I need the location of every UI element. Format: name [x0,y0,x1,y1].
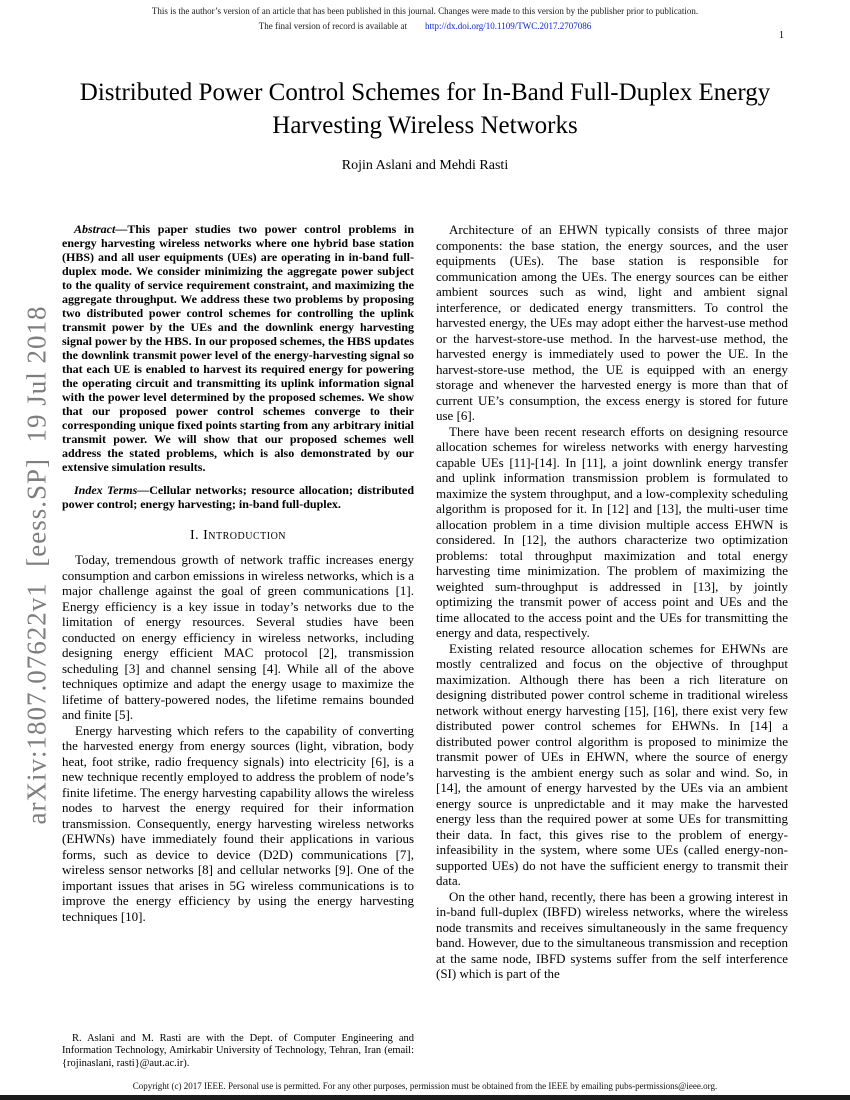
body-paragraph: Architecture of an EHWN typically consists of three major components: the base station, the energy sources, and the user equipments (UEs). The base station is responsible for communication among the UEs. The energy sources can be either ambient sources such as wind, light and ambient signal interference, or dedicated energy transmitters. To control the harvested energy, the UEs may adopt either the harvest-use method or the harvest-store-use method. In the harvest-use method, the harvested energy is immediately used to power the UE. In the harvest-store-use method, the UE is equipped with an energy storage and whenever the harvested energy is more than that of current UE’s consumption, the excess energy is stored for future use [6]. [436,222,788,423]
notice-line-2 [0,20,850,32]
arxiv-watermark: arXiv:1807.07622v1 [eess.SP] 19 Jul 2018 [21,305,52,825]
paper-authors: Rojin Aslani and Mehdi Rasti [341,158,509,173]
page-bottom-edge [0,1095,850,1100]
right-column [436,222,788,1070]
body-paragraph: Today, tremendous growth of network traffic increases energy consumption and carbon emissions in wireless networks, which is a major challenge against the goal of green communications [1]. Energy efficiency is a key issue in today’s networks due to the limitation of energy resources. Several studies have been conducted on energy efficiency in wireless networks, including designing energy efficient MAC protocol [2], transmission scheduling [3] and channel sensing [4]. While all of the above techniques optimize and adapt the energy usage to maximize the lifetime of battery-powered nodes, the lifetime remains bounded and finite [5]. [62,552,414,722]
author-footnote: R. Aslani and M. Rasti are with the Dept. of Computer Engineering and Information Technology, Amirkabir University of Technology, Tehran, Iran (email: {rojinaslani, rasti}@aut.ac.ir). [62,1032,414,1069]
body-paragraph: Existing related resource allocation schemes for EHWNs are mostly centralized and focus on the objective of throughput maximization. Although there has been a rich literature on designing distributed power control scheme in traditional wireless network without energy harvesting [15], [16], there exist very few distributed power control schemes for EHWNs. In [14] a distributed power control algorithm is proposed to minimize the transmit power of UEs in EHWN, where the source of energy harvesting is the ambient energy such as solar and wind. So, in [14], the amount of energy harvested by the UEs via an ambient energy source is unpredictable and it may make the harvested energy less than the required power at some UEs for transmitting their data. In fact, this gives rise to the problem of energy-infeasibility in the system, where some UEs (called energy-non-supported UEs) do not have the sufficient energy to transmit their data. [436,640,788,888]
page-number: 1 [779,30,784,41]
paper-body [62,222,788,1070]
body-paragraph: Energy harvesting which refers to the capability of converting the harvested energy from energy sources (light, vibration, body heat, foot strike, radio frequency signals) into electricity [6], is a new technique recently employed to address the problem of node’s finite lifetime. The energy harvesting capability allows the wireless nodes to harvest the energy required for their information transmission. Consequently, energy harvesting wireless networks (EHWNs) have immediately found their applications in various forms, such as device to device (D2D) communications [7], wireless sensor networks [8] and cellular networks [9]. One of the important issues that arises in 5G wireless communications is to improve the energy efficiency by using the energy harvesting techniques [10]. [62,722,414,924]
doi-link[interactable]: http://dx.doi.org/10.1109/TWC.2017.2707086 [424,21,592,31]
index-terms-text: Cellular networks; resource allocation; distributed power control; energy harvesting; in-band full-duplex. [62,483,414,511]
section-heading-introduction: I. Introduction [189,528,287,543]
notice-line-2-text: The final version of record is available at [258,21,407,31]
body-paragraph: There have been recent research efforts on designing resource allocation schemes for wireless networks with energy harvesting capable UEs [11]-[14]. In [11], a joint downlink energy transfer and uplink information transmission problem is formulated to maximize the system throughput, and a low-complexity scheduling algorithm is proposed for it. In [12] and [13], the multi-user time allocation problem in a time division multiple access EHWN is considered. In [12], the authors characterize two optimization problems: total throughput maximization and total energy harvesting time minimization. The problem of maximizing the weighted sum-throughput is addressed in [13], by jointly optimizing the transmit power of access point and UEs and the time allocated to the access point and the UEs for transmitting the energy and data, respectively. [436,423,788,640]
abstract-label: Abstract— [74,222,128,236]
abstract-section [62,222,414,474]
body-paragraph: On the other hand, recently, there has been a growing interest in in-band full-duplex (IBFD) wireless networks, where the wireless node transmits and receives simultaneously in the same frequency band. However, due to the simultaneous transmission and reception at the same node, IBFD systems suffer from the self interference (SI) which is part of the [436,888,788,981]
notice-line-1: This is the author’s version of an article that has been published in this journal. Changes were made to this version by the publisher prior to publication. [151,6,699,16]
abstract-text: This paper studies two power control problems in energy harvesting wireless networks where one hybrid base station (HBS) and all user equipments (UEs) are operating in in-band full-duplex mode. We consider minimizing the aggregate power subject to the quality of service requirement constraint, and maximizing the aggregate throughput. We address these two problems by proposing two distributed power control schemes for controlling the uplink transmit power by the UEs and the downlink energy harvesting signal power by the HBS. In our proposed schemes, the HBS updates the downlink transmit power level of the energy-harvesting signal so that each UE is enabled to harvest its required energy for powering the operating circuit and transmitting its uplink information signal with the power level determined by the proposed schemes. We show that our proposed power control schemes converge to their corresponding unique fixed points starting from any arbitrary initial transmit power. We will show that our proposed schemes well address the stated problems, which is also demonstrated by our extensive simulation results. [62,222,414,474]
index-terms-label: Index Terms— [74,483,150,497]
paper-title: Distributed Power Control Schemes for In-Band Full-Duplex Energy Harvesting Wireless Networks [79,79,771,139]
left-column [62,222,414,1070]
index-terms-section [62,483,414,511]
copyright-footer: Copyright (c) 2017 IEEE. Personal use is permitted. For any other purposes, permission must be obtained from the IEEE by emailing pubs-permissions@ieee.org. [132,1081,718,1091]
header-notice [0,5,850,32]
